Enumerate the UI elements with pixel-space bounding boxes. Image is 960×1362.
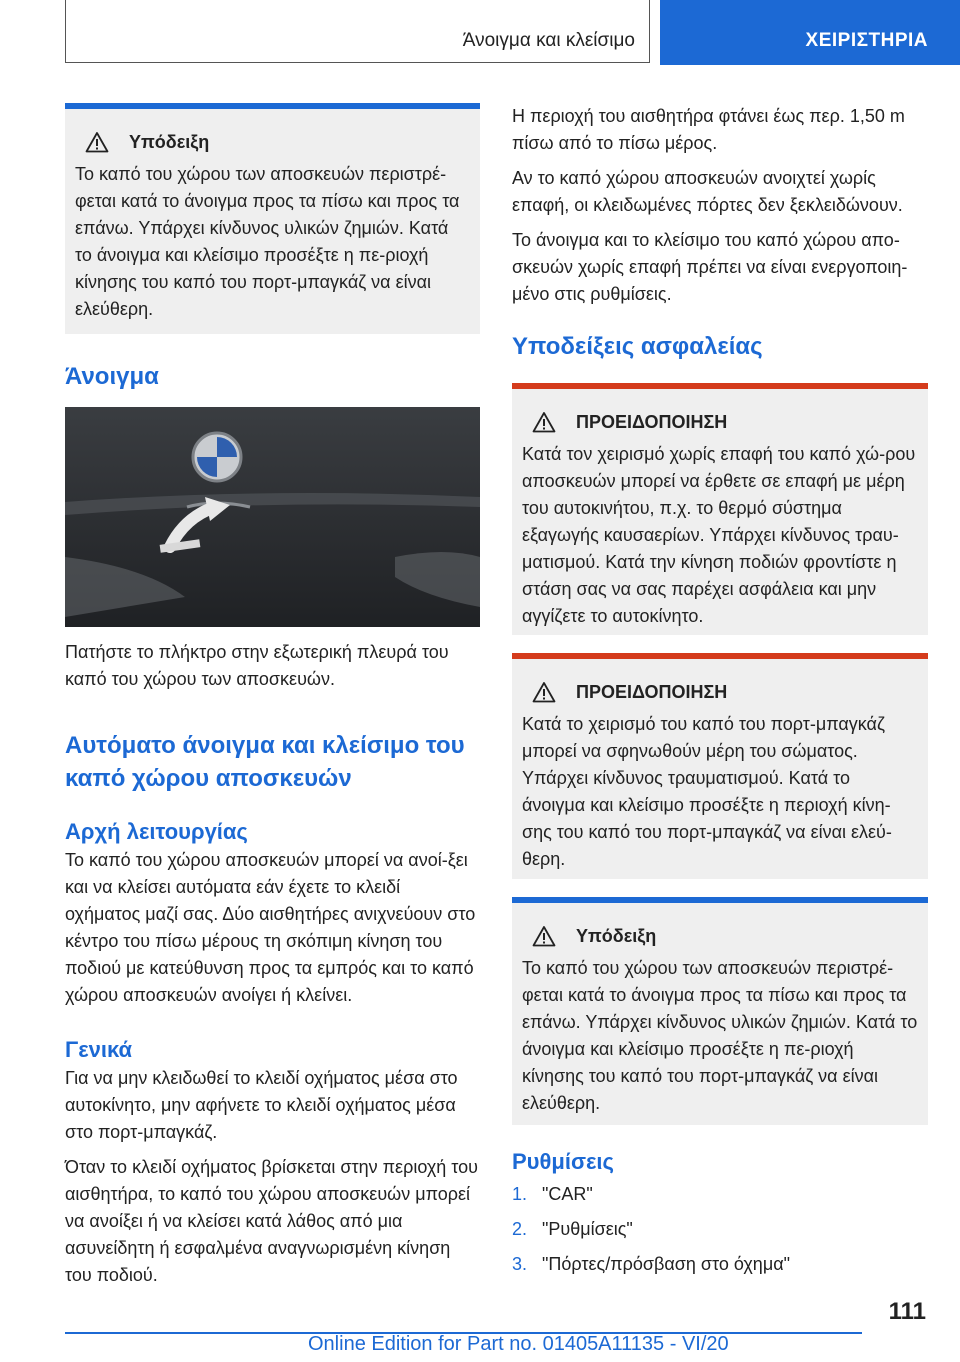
opening-heading: Άνοιγμα <box>65 363 159 390</box>
tailgate-button-photo <box>65 407 480 627</box>
section-tab[interactable] <box>660 0 960 65</box>
step-text: "CAR" <box>542 1184 593 1204</box>
auto-opening-heading: Αυτόματο άνοιγμα και κλείσιμο του καπό χώρου αποσκευών <box>65 732 465 792</box>
general-heading: Γενικά <box>65 1037 133 1062</box>
general-text-2: Όταν το κλειδί οχήματος βρίσκεται στην περιοχή του αισθητήρα, το καπό του χώρου αποσκευών μπορεί να ανοίξει ή να κλείσει κατά λάθος από μια ασυνείδητη ή εσφαλμένα αναγνωρισμένη κίνηση του ποδιού. <box>65 1157 479 1285</box>
page-number: 111 <box>888 1298 926 1325</box>
warning-box-header <box>522 411 918 433</box>
right-column <box>512 103 928 1282</box>
step-text: "Ρυθμίσεις" <box>542 1219 633 1239</box>
section-tab-label: ΧΕΙΡΙΣΤΗΡΙΑ <box>805 30 928 51</box>
opening-text: Πατήστε το πλήκτρο στην εξωτερική πλευρά του καπό του χώρου των αποσκευών. <box>65 642 449 689</box>
warning-body: Κατά το χειρισμό του καπό του πορτ-μπαγκάζ μπορεί να σφηνωθούν μέρη του σώματος. Υπάρχει κίνδυνος τραυματισμού. Κατά το άνοιγμα και κλείσιμο προσέξτε η περιοχή κίνη-σης του καπό του πορτ-μπαγκάζ να είναι ελεύ-θερη. <box>522 714 892 869</box>
note-title: Υπόδειξη <box>576 925 657 946</box>
warning-box-1 <box>512 383 928 635</box>
note-box-header <box>522 925 918 947</box>
activation-text: Το άνοιγμα και το κλείσιμο του καπό χώρου απο-σκευών χωρίς επαφή πρέπει να είναι ενεργοποιη-μένο στις ρυθμίσεις. <box>512 230 908 304</box>
note-box <box>512 897 928 1125</box>
warning-triangle-icon <box>532 925 556 947</box>
settings-heading: Ρυθμίσεις <box>512 1149 614 1174</box>
warning-box-2 <box>512 653 928 879</box>
warning-triangle-icon <box>532 411 556 433</box>
settings-steps <box>512 1177 928 1282</box>
note-box <box>65 103 480 334</box>
warning-triangle-icon <box>85 131 109 153</box>
chapter-title-box <box>65 0 650 63</box>
list-item <box>512 1247 928 1282</box>
step-number: 2. <box>512 1219 528 1239</box>
step-text: "Πόρτες/πρόσβαση στο όχημα" <box>542 1254 790 1274</box>
safety-heading: Υποδείξεις ασφαλείας <box>512 333 763 360</box>
note-body: Το καπό του χώρου των αποσκευών περιστρέ-φεται κατά το άνοιγμα προς τα πίσω και προς τα επάνω. Υπάρχει κίνδυνος υλικών ζημιών. Κατά το άνοιγμα και κλείσιμο προσέξτε η πε-ριοχή κίνησης του καπό του πορτ-μπαγκάζ να είναι ελεύθερη. <box>522 958 918 1113</box>
step-number: 1. <box>512 1184 528 1204</box>
warning-body: Κατά τον χειρισμό χωρίς επαφή του καπό χώ-ρου αποσκευών μπορεί να έρθετε σε επαφή με μέρη του αυτοκινήτου, π.χ. το θερμό σύστημα εξαγωγής καυσαερίων. Υπάρχει κίνδυνος τραυ-ματισμού. Κατά την κίνηση ποδιών φροντίστε η στάση σας να σας παρέχει ασφάλεια και μην αγγίζετε το αυτοκίνητο. <box>522 444 916 626</box>
step-number: 3. <box>512 1254 528 1274</box>
edition-footer: Online Edition for Part no. 01405A11135 - VI/20 <box>308 1333 729 1355</box>
left-column <box>65 103 480 1289</box>
note-title: Υπόδειξη <box>129 131 210 152</box>
list-item <box>512 1212 928 1247</box>
general-text-1: Για να μην κλειδωθεί το κλειδί οχήματος μέσα στο αυτοκίνητο, μην αφήνετε το κλειδί οχήματος μέσα στο πορτ-μπαγκάζ. <box>65 1068 458 1142</box>
note-box-header <box>75 131 470 153</box>
principle-text: Το καπό του χώρου αποσκευών μπορεί να ανοί-ξει και να κλείσει αυτόματα εάν έχετε το κλειδί οχήματος μαζί σας. Δύο αισθητήρες ανιχνεύουν στο κέντρο του πίσω μέρους τη σκόπιμη κίνηση του ποδιού με κατεύθυνση προς τα εμπρός και το καπό χώρου αποσκευών ανοίγει ή κλείνει. <box>65 850 476 1005</box>
tailgate-illustration <box>65 407 480 627</box>
note-body: Το καπό του χώρου των αποσκευών περιστρέ-φεται κατά το άνοιγμα προς τα πίσω και προς τα επάνω. Υπάρχει κίνδυνος υλικών ζημιών. Κατά το άνοιγμα και κλείσιμο προσέξτε η πε-ριοχή κίνησης του καπό του πορτ-μπαγκάζ να είναι ελεύθερη. <box>75 164 460 319</box>
warning-box-header <box>522 681 918 703</box>
warning-triangle-icon <box>532 681 556 703</box>
page-header <box>0 0 960 65</box>
warning-title: ΠΡΟΕΙΔΟΠΟΙΗΣΗ <box>576 681 728 702</box>
list-item <box>512 1177 928 1212</box>
sensor-range-text: Η περιοχή του αισθητήρα φτάνει έως περ. 1,50 m πίσω από το πίσω μέρος. <box>512 106 905 153</box>
doors-unlock-text: Αν το καπό χώρου αποσκευών ανοιχτεί χωρίς επαφή, οι κλειδωμένες πόρτες δεν ξεκλειδώνουν. <box>512 168 903 215</box>
principle-heading: Αρχή λειτουργίας <box>65 819 248 844</box>
chapter-title: Άνοιγμα και κλείσιμο <box>462 30 635 51</box>
warning-title: ΠΡΟΕΙΔΟΠΟΙΗΣΗ <box>576 411 728 432</box>
